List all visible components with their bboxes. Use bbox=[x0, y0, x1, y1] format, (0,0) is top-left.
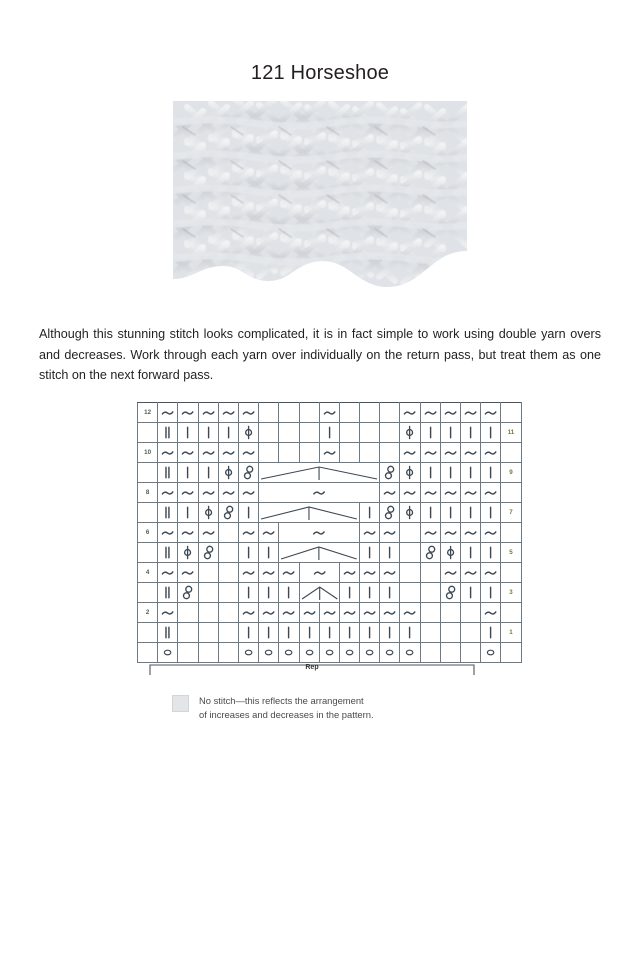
double-yarn-over-cell bbox=[380, 463, 400, 483]
chart-row bbox=[138, 483, 522, 503]
cast-on-cell bbox=[380, 643, 400, 663]
knit-cell bbox=[461, 503, 481, 523]
purl-cell bbox=[461, 563, 481, 583]
knit-cell bbox=[319, 423, 339, 443]
purl-cell bbox=[218, 483, 238, 503]
page-title: 121 Horseshoe bbox=[250, 62, 390, 84]
purl-cell bbox=[238, 483, 258, 503]
centered-decrease-cell bbox=[259, 463, 380, 483]
knit-cell bbox=[198, 423, 218, 443]
swatch-photo bbox=[173, 101, 467, 298]
no-stitch-cell bbox=[198, 603, 218, 623]
no-stitch-cell bbox=[178, 603, 198, 623]
purl-cell bbox=[400, 443, 420, 463]
no-stitch-cell bbox=[259, 443, 279, 463]
knit-cell bbox=[259, 583, 279, 603]
knit-cell bbox=[440, 423, 460, 443]
knit-cell bbox=[178, 423, 198, 443]
no-stitch-cell bbox=[218, 623, 238, 643]
row-number-right bbox=[501, 403, 521, 423]
purl-cell bbox=[420, 483, 440, 503]
row-number-left bbox=[138, 503, 158, 523]
no-stitch-cell bbox=[420, 643, 440, 663]
knit-cell bbox=[259, 543, 279, 563]
no-stitch-cell bbox=[420, 563, 440, 583]
centered-double-decrease-icon bbox=[259, 503, 359, 522]
knit-cell bbox=[238, 543, 258, 563]
no-stitch-cell bbox=[380, 423, 400, 443]
yarn-over-cell bbox=[218, 463, 238, 483]
cast-on-cell bbox=[158, 643, 178, 663]
no-stitch-cell bbox=[198, 643, 218, 663]
no-stitch-cell bbox=[218, 643, 238, 663]
knit-cell bbox=[380, 543, 400, 563]
no-stitch-cell bbox=[461, 603, 481, 623]
chart-row bbox=[138, 523, 522, 543]
knit-cell bbox=[400, 623, 420, 643]
row-number-left: 6 bbox=[138, 523, 158, 543]
no-stitch-cell bbox=[440, 643, 460, 663]
no-stitch-cell bbox=[178, 643, 198, 663]
no-stitch-cell bbox=[279, 423, 299, 443]
no-stitch-cell bbox=[360, 443, 380, 463]
no-stitch-cell bbox=[339, 423, 359, 443]
knit-cell bbox=[481, 623, 501, 643]
purl-cell bbox=[461, 483, 481, 503]
knit-cell bbox=[238, 503, 258, 523]
chart-row bbox=[138, 543, 522, 563]
purl-cell bbox=[178, 563, 198, 583]
centered-decrease-cell bbox=[259, 503, 360, 523]
no-stitch-cell bbox=[400, 583, 420, 603]
purl-cell bbox=[218, 443, 238, 463]
no-stitch-cell bbox=[400, 543, 420, 563]
purl-cell bbox=[461, 403, 481, 423]
chart-row bbox=[138, 563, 522, 583]
swatch-photo-graphic bbox=[173, 101, 467, 298]
purl-cell bbox=[400, 403, 420, 423]
yarn-over-cell bbox=[198, 503, 218, 523]
no-stitch-cell bbox=[218, 583, 238, 603]
purl-cell bbox=[279, 563, 299, 583]
knit-cell bbox=[158, 423, 178, 443]
no-stitch-cell bbox=[198, 563, 218, 583]
knit-cell bbox=[158, 543, 178, 563]
purl-cell bbox=[178, 403, 198, 423]
knit-cell bbox=[339, 583, 359, 603]
no-stitch-cell bbox=[299, 423, 319, 443]
knit-cell bbox=[440, 503, 460, 523]
wide-purl-cell bbox=[279, 523, 360, 543]
cast-on-cell bbox=[339, 643, 359, 663]
row-number-right: 5 bbox=[501, 543, 521, 563]
cast-on-cell bbox=[238, 643, 258, 663]
purl-cell bbox=[481, 483, 501, 503]
purl-cell bbox=[360, 603, 380, 623]
knit-cell bbox=[481, 503, 501, 523]
wide-purl-cell bbox=[299, 563, 339, 583]
double-yarn-over-cell bbox=[440, 583, 460, 603]
no-stitch-cell bbox=[400, 523, 420, 543]
double-yarn-over-cell bbox=[380, 503, 400, 523]
purl-cell bbox=[319, 403, 339, 423]
row-number-right: 3 bbox=[501, 583, 521, 603]
knit-cell bbox=[360, 623, 380, 643]
knit-cell bbox=[481, 583, 501, 603]
purl-cell bbox=[238, 563, 258, 583]
knit-cell bbox=[420, 423, 440, 443]
cast-on-cell bbox=[319, 643, 339, 663]
knit-cell bbox=[461, 423, 481, 443]
yarn-over-cell bbox=[440, 543, 460, 563]
double-yarn-over-cell bbox=[218, 503, 238, 523]
chart-row bbox=[138, 423, 522, 443]
purl-cell bbox=[440, 563, 460, 583]
knit-cell bbox=[380, 623, 400, 643]
centered-double-decrease-icon bbox=[259, 463, 379, 482]
knit-cell bbox=[461, 543, 481, 563]
purl-cell bbox=[481, 563, 501, 583]
double-yarn-over-cell bbox=[420, 543, 440, 563]
row-number-left: 10 bbox=[138, 443, 158, 463]
knit-cell bbox=[198, 463, 218, 483]
no-stitch-cell bbox=[400, 563, 420, 583]
purl-cell bbox=[440, 443, 460, 463]
purl-cell bbox=[259, 563, 279, 583]
row-number-left bbox=[138, 623, 158, 643]
chart-row bbox=[138, 443, 522, 463]
knit-cell bbox=[178, 463, 198, 483]
knit-cell bbox=[481, 463, 501, 483]
no-stitch-cell bbox=[461, 643, 481, 663]
no-stitch-cell bbox=[339, 443, 359, 463]
knit-cell bbox=[319, 623, 339, 643]
row-number-left bbox=[138, 463, 158, 483]
row-number-right: 1 bbox=[501, 623, 521, 643]
knit-cell bbox=[158, 623, 178, 643]
knit-cell bbox=[481, 543, 501, 563]
row-number-right bbox=[501, 643, 521, 663]
purl-cell bbox=[319, 603, 339, 623]
purl-cell bbox=[158, 443, 178, 463]
yarn-over-cell bbox=[400, 423, 420, 443]
cast-on-cell bbox=[279, 643, 299, 663]
no-stitch-cell bbox=[299, 403, 319, 423]
purl-cell bbox=[158, 603, 178, 623]
no-stitch-cell bbox=[279, 403, 299, 423]
purl-cell bbox=[158, 403, 178, 423]
purl-cell bbox=[238, 523, 258, 543]
purl-cell bbox=[420, 523, 440, 543]
purl-cell bbox=[178, 443, 198, 463]
knit-cell bbox=[299, 623, 319, 643]
legend-description bbox=[199, 694, 374, 721]
purl-cell bbox=[400, 603, 420, 623]
row-number-left bbox=[138, 543, 158, 563]
knit-cell bbox=[440, 463, 460, 483]
purl-cell bbox=[238, 603, 258, 623]
row-number-right bbox=[501, 483, 521, 503]
row-number-left bbox=[138, 423, 158, 443]
row-number-left: 12 bbox=[138, 403, 158, 423]
chart-row bbox=[138, 603, 522, 623]
double-yarn-over-cell bbox=[178, 583, 198, 603]
chart-legend bbox=[172, 694, 374, 721]
no-stitch-cell bbox=[259, 403, 279, 423]
purl-cell bbox=[400, 483, 420, 503]
purl-cell bbox=[440, 403, 460, 423]
yarn-over-cell bbox=[178, 543, 198, 563]
no-stitch-cell bbox=[420, 603, 440, 623]
knit-cell bbox=[339, 623, 359, 643]
purl-cell bbox=[360, 523, 380, 543]
chart-grid bbox=[137, 402, 522, 663]
double-yarn-over-cell bbox=[238, 463, 258, 483]
centered-decrease-cell bbox=[279, 543, 360, 563]
purl-cell bbox=[198, 403, 218, 423]
purl-cell bbox=[380, 483, 400, 503]
knit-cell bbox=[420, 503, 440, 523]
no-stitch-cell bbox=[279, 443, 299, 463]
knit-cell bbox=[360, 543, 380, 563]
purl-cell bbox=[178, 483, 198, 503]
double-yarn-over-cell bbox=[198, 543, 218, 563]
knit-cell bbox=[218, 423, 238, 443]
knit-cell bbox=[461, 463, 481, 483]
knit-cell bbox=[259, 623, 279, 643]
cast-on-cell bbox=[400, 643, 420, 663]
knit-cell bbox=[279, 583, 299, 603]
row-number-left: 2 bbox=[138, 603, 158, 623]
no-stitch-cell bbox=[440, 623, 460, 643]
chart-row bbox=[138, 643, 522, 663]
purl-cell bbox=[259, 603, 279, 623]
row-number-left: 8 bbox=[138, 483, 158, 503]
purl-cell bbox=[178, 523, 198, 543]
yarn-over-cell bbox=[400, 463, 420, 483]
knit-cell bbox=[158, 583, 178, 603]
chart-row bbox=[138, 403, 522, 423]
no-stitch-cell bbox=[360, 403, 380, 423]
purl-cell bbox=[481, 403, 501, 423]
purl-cell bbox=[158, 483, 178, 503]
row-number-right bbox=[501, 523, 521, 543]
row-number-right bbox=[501, 603, 521, 623]
row-number-left: 4 bbox=[138, 563, 158, 583]
repeat-bracket bbox=[137, 663, 487, 679]
purl-cell bbox=[319, 443, 339, 463]
knit-cell bbox=[360, 583, 380, 603]
no-stitch-cell bbox=[218, 523, 238, 543]
purl-cell bbox=[481, 443, 501, 463]
purl-cell bbox=[238, 443, 258, 463]
legend-line-2: of increases and decreases in the pattern. bbox=[199, 708, 374, 720]
purl-cell bbox=[420, 443, 440, 463]
knit-cell bbox=[238, 583, 258, 603]
purl-cell bbox=[461, 443, 481, 463]
no-stitch-cell bbox=[360, 423, 380, 443]
row-number-right bbox=[501, 443, 521, 463]
purl-cell bbox=[380, 603, 400, 623]
centered-decrease-cell bbox=[299, 583, 339, 603]
purl-cell bbox=[198, 483, 218, 503]
purl-cell bbox=[158, 523, 178, 543]
yarn-over-cell bbox=[238, 423, 258, 443]
purl-cell bbox=[420, 403, 440, 423]
purl-cell bbox=[198, 523, 218, 543]
stitch-chart bbox=[137, 402, 522, 663]
purl-cell bbox=[481, 523, 501, 543]
no-stitch-cell bbox=[440, 603, 460, 623]
chart-row bbox=[138, 503, 522, 523]
row-number-left bbox=[138, 583, 158, 603]
no-stitch-cell bbox=[380, 403, 400, 423]
knit-cell bbox=[461, 583, 481, 603]
centered-double-decrease-icon bbox=[300, 583, 339, 602]
no-stitch-cell bbox=[198, 583, 218, 603]
knit-cell bbox=[279, 623, 299, 643]
knit-cell bbox=[420, 463, 440, 483]
purl-cell bbox=[259, 523, 279, 543]
row-number-right bbox=[501, 563, 521, 583]
knit-cell bbox=[360, 503, 380, 523]
cast-on-cell bbox=[481, 643, 501, 663]
no-stitch-cell bbox=[461, 623, 481, 643]
no-stitch-cell bbox=[218, 603, 238, 623]
row-number-right: 9 bbox=[501, 463, 521, 483]
chart-row bbox=[138, 583, 522, 603]
cast-on-cell bbox=[299, 643, 319, 663]
purl-cell bbox=[339, 563, 359, 583]
yarn-over-cell bbox=[400, 503, 420, 523]
no-stitch-cell bbox=[218, 543, 238, 563]
no-stitch-cell bbox=[420, 583, 440, 603]
row-number-right: 11 bbox=[501, 423, 521, 443]
knit-cell bbox=[238, 623, 258, 643]
no-stitch-cell bbox=[339, 403, 359, 423]
no-stitch-cell bbox=[420, 623, 440, 643]
no-stitch-cell bbox=[259, 423, 279, 443]
purl-cell bbox=[218, 403, 238, 423]
purl-cell bbox=[158, 563, 178, 583]
purl-cell bbox=[198, 443, 218, 463]
wide-purl-cell bbox=[259, 483, 380, 503]
cast-on-cell bbox=[360, 643, 380, 663]
no-stitch-cell bbox=[198, 623, 218, 643]
cast-on-cell bbox=[259, 643, 279, 663]
purl-cell bbox=[440, 483, 460, 503]
chart-row bbox=[138, 623, 522, 643]
no-stitch-cell bbox=[218, 563, 238, 583]
repeat-label: Rep bbox=[305, 664, 319, 671]
legend-line-1: No stitch—this reflects the arrangement bbox=[199, 695, 364, 706]
chart-row bbox=[138, 463, 522, 483]
knit-cell bbox=[178, 503, 198, 523]
purl-cell bbox=[380, 523, 400, 543]
purl-cell bbox=[360, 563, 380, 583]
no-stitch-swatch-icon bbox=[172, 695, 189, 712]
row-number-right: 7 bbox=[501, 503, 521, 523]
description-text: Although this stunning stitch looks complicated, it is in fact simple to work using double yarn overs and decreases. Work through each yarn over individually on the return pass, but treat them as one stitch on the next forward pass. bbox=[39, 327, 601, 382]
knit-cell bbox=[380, 583, 400, 603]
no-stitch-cell bbox=[299, 443, 319, 463]
row-number-left bbox=[138, 643, 158, 663]
purl-cell bbox=[481, 603, 501, 623]
knit-cell bbox=[481, 423, 501, 443]
purl-cell bbox=[380, 563, 400, 583]
purl-cell bbox=[339, 603, 359, 623]
purl-cell bbox=[299, 603, 319, 623]
purl-cell bbox=[461, 523, 481, 543]
no-stitch-cell bbox=[380, 443, 400, 463]
purl-cell bbox=[440, 523, 460, 543]
purl-cell bbox=[238, 403, 258, 423]
knit-cell bbox=[158, 463, 178, 483]
no-stitch-cell bbox=[178, 623, 198, 643]
purl-cell bbox=[279, 603, 299, 623]
knit-cell bbox=[158, 503, 178, 523]
centered-double-decrease-icon bbox=[279, 543, 359, 562]
